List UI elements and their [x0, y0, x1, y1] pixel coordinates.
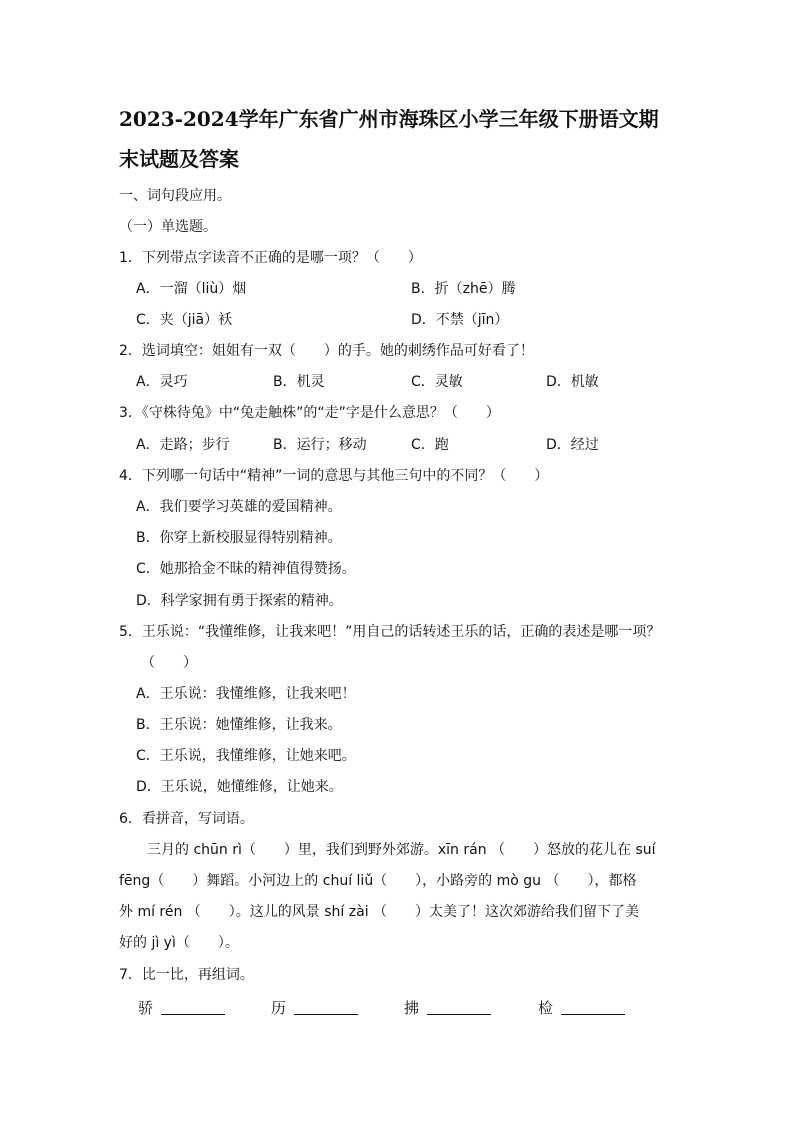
question-4-option-a: A．我们要学习英雄的爱国精神。: [136, 499, 342, 515]
question-6-passage-line-3: 外 mí rén （ ）。这儿的风景 shí zài （ ）太美了！这次郊游给我们留下了美: [119, 904, 640, 920]
question-3-option-a: A．走路；步行: [136, 437, 230, 453]
subsection-heading: （一）单选题。: [119, 219, 217, 235]
question-2-options: [0, 374, 794, 390]
question-5-stem-continued: （ ）: [141, 655, 197, 671]
question-1-options-row-1: [0, 281, 794, 297]
word-item: [404, 1000, 491, 1016]
question-5-option-c: C．王乐说，我懂维修，让她来吧。: [136, 748, 356, 764]
question-4-stem: 4．下列哪一句话中“精神”一词的意思与其他三句中的不同？（ ）: [119, 468, 549, 484]
question-5-option-b: B．王乐说：她懂维修，让我来。: [136, 717, 342, 733]
word-item: [538, 1000, 625, 1016]
document-title-line-1: 2023-2024学年广东省广州市海珠区小学三年级下册语文期: [119, 107, 659, 131]
question-6-stem: 6．看拼音，写词语。: [119, 811, 254, 827]
question-5-option-a: A．王乐说：我懂维修，让我来吧！: [136, 686, 356, 702]
question-2-option-d: D．机敏: [546, 374, 599, 390]
question-2-option-a: A．灵巧: [136, 374, 188, 390]
question-4-option-d: D．科学家拥有勇于探索的精神。: [136, 593, 343, 609]
question-3-option-c: C．跑: [411, 437, 449, 453]
question-1-option-b: B．折（zhē）腾: [411, 281, 516, 297]
question-5-stem: 5．王乐说：“我懂维修，让我来吧！”用自己的话转述王乐的话，正确的表述是哪一项？: [119, 624, 661, 640]
section-heading: 一、词句段应用。: [119, 188, 231, 204]
question-2-stem: 2．选词填空：姐姐有一双（ ）的手。她的刺绣作品可好看了！: [119, 343, 534, 359]
question-6-passage-line-4: 好的 jì yì（ ）。: [119, 935, 239, 951]
answer-blank[interactable]: [161, 1000, 225, 1015]
word-char: 拂: [404, 999, 420, 1017]
question-1-option-d: D．不禁（jīn）: [411, 312, 509, 328]
question-1-option-a: A．一溜（liù）烟: [136, 281, 247, 297]
question-4-option-c: C．她那拾金不昧的精神值得赞扬。: [136, 561, 356, 577]
question-2-option-b: B．机灵: [273, 374, 325, 390]
document-title-line-2: 末试题及答案: [119, 147, 239, 171]
word-char: 历: [271, 999, 287, 1017]
word-item: [138, 1000, 225, 1016]
question-1-stem: 1．下列带点字读音不正确的是哪一项？（ ）: [119, 250, 422, 266]
question-1-option-c: C．夹（jiā）袄: [136, 312, 233, 328]
question-7-stem: 7．比一比，再组词。: [119, 967, 254, 983]
question-3-option-b: B．运行；移动: [273, 437, 367, 453]
question-3-stem: 3．《守株待兔》中“兔走触株”的“走”字是什么意思？（ ）: [119, 405, 500, 421]
answer-blank[interactable]: [561, 1000, 625, 1015]
word-item: [271, 1000, 358, 1016]
word-char: 检: [538, 999, 554, 1017]
question-1-options-row-2: [0, 312, 794, 328]
question-6-passage-line-1: 三月的 chūn rì（ ）里，我们到野外郊游。xīn rán （ ）怒放的花儿在 suí: [119, 842, 656, 858]
word-char: 骄: [138, 999, 154, 1017]
question-5-option-d: D．王乐说，她懂维修，让她来。: [136, 779, 343, 795]
question-3-option-d: D．经过: [546, 437, 599, 453]
question-7-word-row: [0, 1000, 794, 1016]
answer-blank[interactable]: [294, 1000, 358, 1015]
question-3-options: [0, 437, 794, 453]
question-4-option-b: B．你穿上新校服显得特别精神。: [136, 530, 342, 546]
question-2-option-c: C．灵敏: [411, 374, 463, 390]
answer-blank[interactable]: [427, 1000, 491, 1015]
question-6-passage-line-2: fēng（ ）舞蹈。小河边上的 chuí liǔ（ ），小路旁的 mò gu （ ），都格: [119, 873, 637, 889]
